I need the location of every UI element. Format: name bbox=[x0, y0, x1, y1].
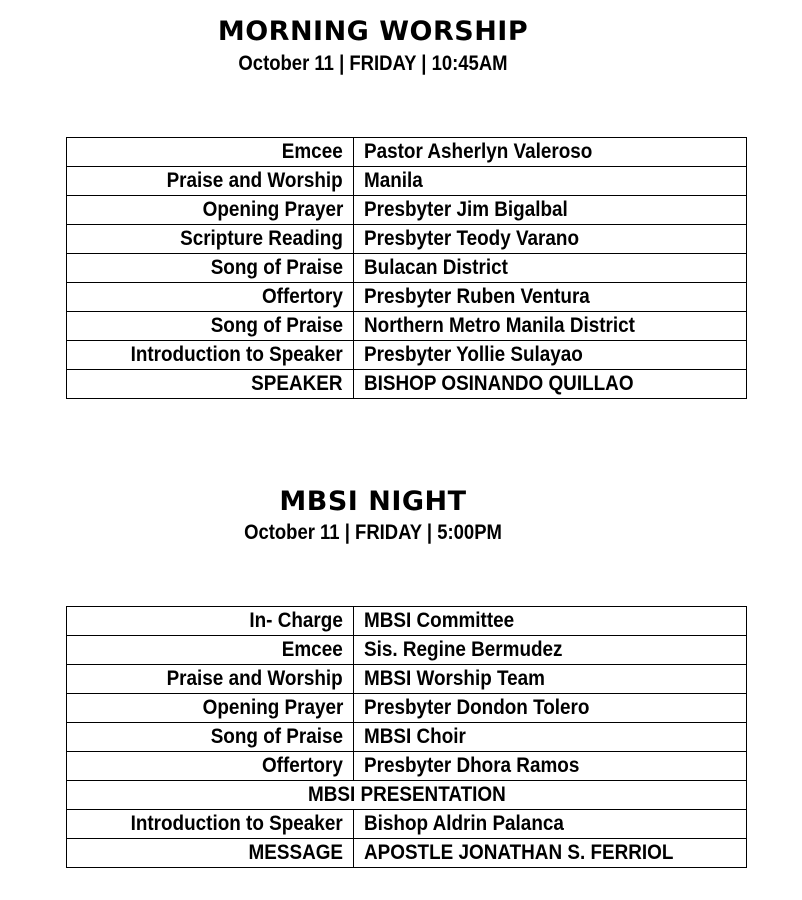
morning-worship-program-table bbox=[66, 137, 747, 399]
role-cell bbox=[67, 312, 354, 341]
program-row bbox=[67, 636, 747, 665]
role-cell bbox=[67, 752, 354, 781]
assignee-cell bbox=[354, 607, 747, 636]
assignee-cell bbox=[354, 167, 747, 196]
role-label: Praise and Worship bbox=[166, 667, 343, 690]
program-row bbox=[67, 370, 747, 399]
presentation-label: MBSI PRESENTATION bbox=[307, 783, 506, 806]
assignee-label: Presbyter Ruben Ventura bbox=[364, 285, 590, 308]
role-label: Scripture Reading bbox=[180, 227, 343, 250]
role-cell bbox=[67, 167, 354, 196]
role-cell bbox=[67, 694, 354, 723]
assignee-cell bbox=[354, 138, 747, 167]
assignee-label: MBSI Choir bbox=[364, 725, 466, 748]
program-row bbox=[67, 196, 747, 225]
role-cell bbox=[67, 636, 354, 665]
program-row bbox=[67, 225, 747, 254]
role-label: Song of Praise bbox=[210, 725, 343, 748]
role-cell bbox=[67, 254, 354, 283]
mbsi-night-program-table bbox=[66, 606, 747, 868]
assignee-label: MBSI Worship Team bbox=[364, 667, 545, 690]
role-label: Introduction to Speaker bbox=[130, 812, 343, 835]
program-row bbox=[67, 341, 747, 370]
assignee-label: Northern Metro Manila District bbox=[364, 314, 635, 337]
morning-worship-title: MORNING WORSHIP bbox=[217, 16, 529, 47]
program-row bbox=[67, 723, 747, 752]
role-label: Offertory bbox=[262, 754, 343, 777]
program-row bbox=[67, 810, 747, 839]
assignee-cell bbox=[354, 254, 747, 283]
role-label: Song of Praise bbox=[210, 314, 343, 337]
role-label: Opening Prayer bbox=[202, 696, 343, 719]
assignee-label: Bulacan District bbox=[364, 256, 508, 279]
program-row bbox=[67, 167, 747, 196]
assignee-cell bbox=[354, 341, 747, 370]
assignee-cell bbox=[354, 312, 747, 341]
role-label: Song of Praise bbox=[210, 256, 343, 279]
program-row bbox=[67, 254, 747, 283]
role-label: Offertory bbox=[262, 285, 343, 308]
program-row-merged bbox=[67, 781, 747, 810]
role-cell bbox=[67, 196, 354, 225]
role-cell bbox=[67, 839, 354, 868]
assignee-cell bbox=[354, 752, 747, 781]
role-label: Emcee bbox=[282, 140, 343, 163]
role-label: Opening Prayer bbox=[202, 198, 343, 221]
program-row bbox=[67, 694, 747, 723]
assignee-cell bbox=[354, 370, 747, 399]
program-row bbox=[67, 312, 747, 341]
assignee-cell bbox=[354, 694, 747, 723]
assignee-label: Presbyter Yollie Sulayao bbox=[364, 343, 583, 366]
assignee-label: Sis. Regine Bermudez bbox=[364, 638, 563, 661]
assignee-label: Presbyter Dhora Ramos bbox=[364, 754, 580, 777]
assignee-cell bbox=[354, 665, 747, 694]
program-row bbox=[67, 138, 747, 167]
role-cell bbox=[67, 341, 354, 370]
assignee-cell bbox=[354, 283, 747, 312]
morning-worship-date: October 11 | FRIDAY | 10:45AM bbox=[238, 52, 508, 75]
role-label: SPEAKER bbox=[251, 372, 343, 395]
assignee-cell bbox=[354, 636, 747, 665]
assignee-label: Presbyter Dondon Tolero bbox=[364, 696, 590, 719]
assignee-label: Presbyter Teody Varano bbox=[364, 227, 579, 250]
program-row bbox=[67, 665, 747, 694]
assignee-cell bbox=[354, 196, 747, 225]
assignee-label: BISHOP OSINANDO QUILLAO bbox=[364, 372, 634, 395]
program-row bbox=[67, 839, 747, 868]
role-label: Introduction to Speaker bbox=[130, 343, 343, 366]
mbsi-night-title: MBSI NIGHT bbox=[279, 486, 467, 517]
assignee-label: MBSI Committee bbox=[364, 609, 515, 632]
assignee-label: Presbyter Jim Bigalbal bbox=[364, 198, 568, 221]
role-label: Emcee bbox=[282, 638, 343, 661]
role-label: In- Charge bbox=[249, 609, 343, 632]
role-cell bbox=[67, 370, 354, 399]
role-cell bbox=[67, 810, 354, 839]
role-cell bbox=[67, 138, 354, 167]
assignee-cell bbox=[354, 723, 747, 752]
program-row bbox=[67, 607, 747, 636]
assignee-cell bbox=[354, 810, 747, 839]
role-cell bbox=[67, 665, 354, 694]
role-label: Praise and Worship bbox=[166, 169, 343, 192]
role-cell bbox=[67, 283, 354, 312]
role-label: MESSAGE bbox=[248, 841, 343, 864]
assignee-label: Manila bbox=[364, 169, 423, 192]
assignee-label: Pastor Asherlyn Valeroso bbox=[364, 140, 593, 163]
presentation-cell bbox=[67, 781, 747, 810]
mbsi-night-date: October 11 | FRIDAY | 5:00PM bbox=[244, 521, 502, 544]
assignee-cell bbox=[354, 225, 747, 254]
assignee-label: Bishop Aldrin Palanca bbox=[364, 812, 564, 835]
role-cell bbox=[67, 225, 354, 254]
program-row bbox=[67, 283, 747, 312]
program-row bbox=[67, 752, 747, 781]
role-cell bbox=[67, 723, 354, 752]
assignee-label: APOSTLE JONATHAN S. FERRIOL bbox=[364, 841, 674, 864]
role-cell bbox=[67, 607, 354, 636]
assignee-cell bbox=[354, 839, 747, 868]
